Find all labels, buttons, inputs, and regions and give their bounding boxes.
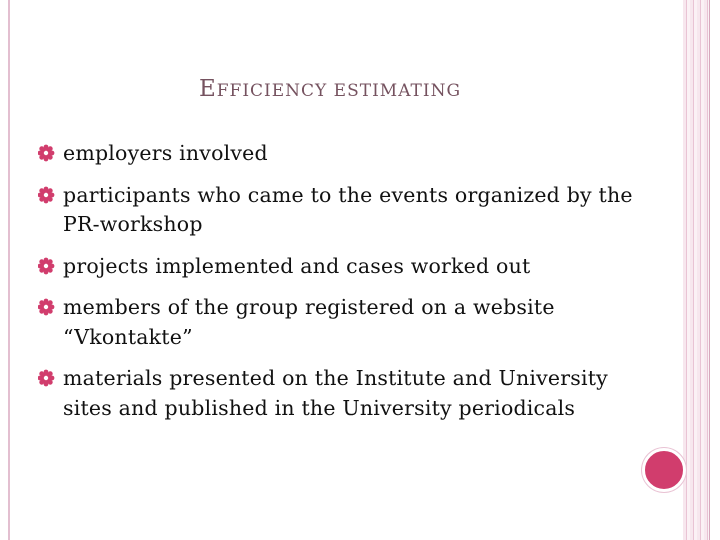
list-item bbox=[38, 181, 638, 240]
title-rest: FFICIENCY ESTIMATING bbox=[216, 81, 462, 101]
gear-flower-icon bbox=[38, 144, 63, 164]
bullet-text: materials presented on the Institute and University sites and published in the University periodicals bbox=[63, 366, 608, 420]
bullet-text: participants who came to the events organized by the PR-workshop bbox=[63, 182, 633, 236]
title-initial: E bbox=[198, 76, 217, 102]
gear-flower-icon bbox=[38, 369, 63, 389]
slide-right-border bbox=[709, 0, 710, 540]
decorative-circle bbox=[642, 448, 686, 492]
bullet-text: members of the group registered on a website “Vkontakte” bbox=[63, 295, 555, 349]
gear-flower-icon bbox=[38, 257, 63, 277]
list-item bbox=[38, 139, 638, 169]
list-item bbox=[38, 364, 638, 423]
bullet-text: employers involved bbox=[63, 141, 268, 165]
slide-title bbox=[0, 76, 660, 102]
bullet-list bbox=[38, 139, 638, 437]
list-item bbox=[38, 252, 638, 282]
slide-right-stripes bbox=[683, 0, 709, 540]
bullet-text: projects implemented and cases worked out bbox=[63, 253, 531, 278]
gear-flower-icon bbox=[38, 186, 63, 206]
list-item bbox=[38, 293, 638, 352]
gear-flower-icon bbox=[38, 298, 63, 318]
